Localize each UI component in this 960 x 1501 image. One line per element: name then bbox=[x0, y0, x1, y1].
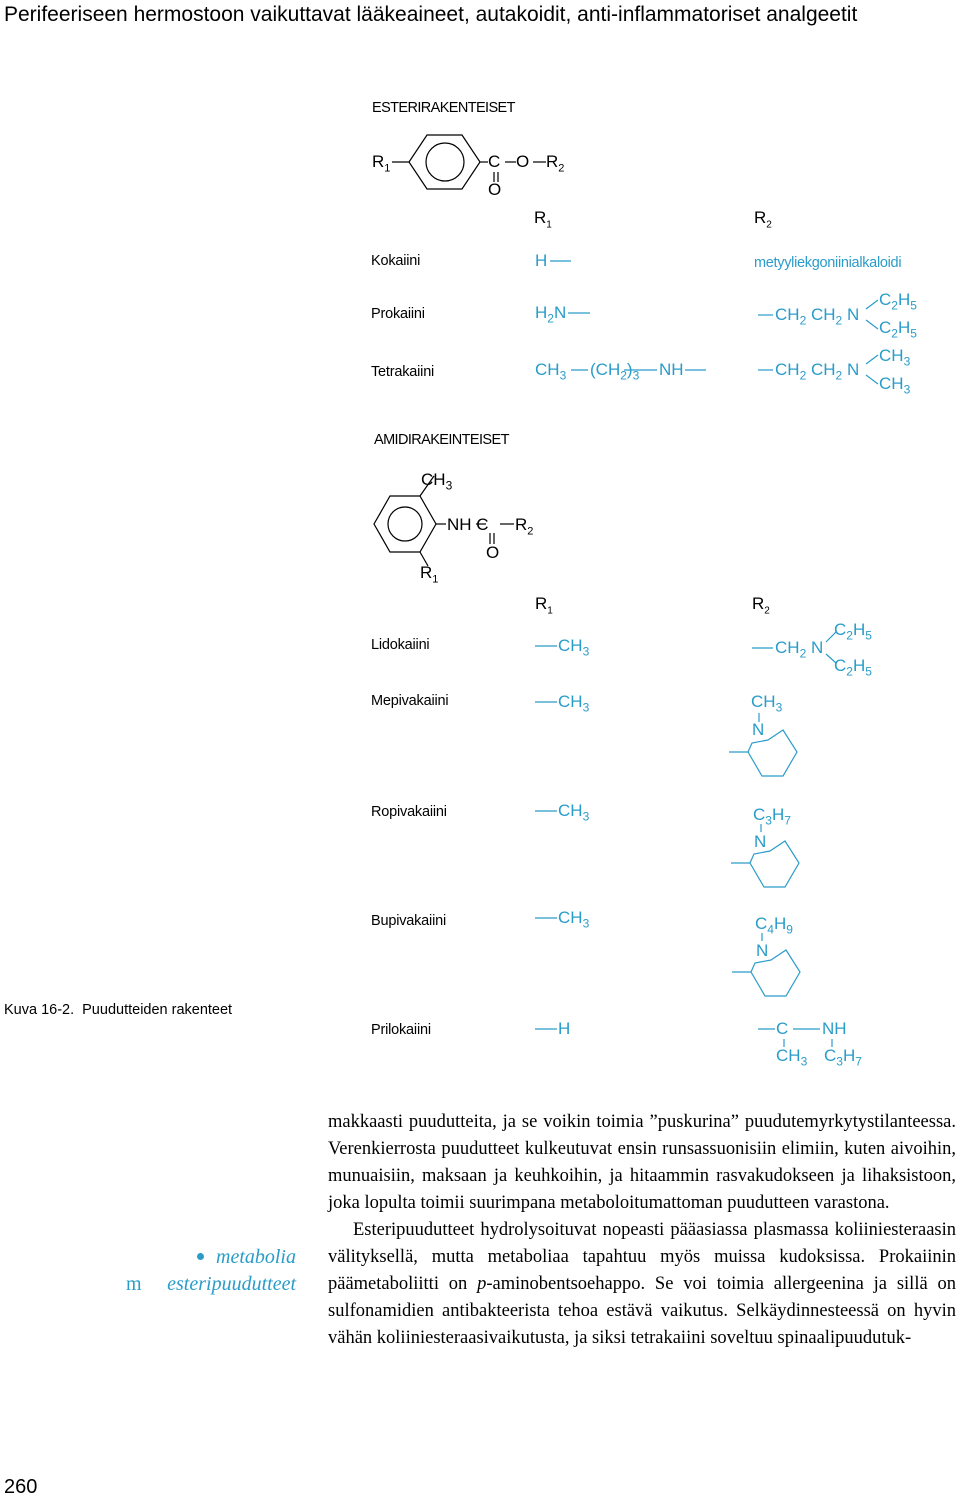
lidokaiini-r2-chain: $CH_2$ N bbox=[775, 638, 824, 661]
prokaiini-r2-ethyl-b: $C_2H_5$ bbox=[879, 318, 917, 341]
margin-note-line1: metabolia bbox=[216, 1246, 296, 1268]
tetrakaiini-r1-nh: NH bbox=[659, 360, 684, 379]
caption-text: Puudutteiden rakenteet bbox=[82, 1002, 233, 1018]
ester-r1-label: $R_1$ bbox=[372, 152, 391, 175]
paragraph-2-part-a: Esteripuudutteet hydrolysoituvat nopeasti pääasiassa plasmassa koliiniesteraasin välityksellä, mutta metaboliaa tapahtuu myös muissa kudoksissa. Prokaiinin päämetaboliitti on bbox=[328, 1220, 956, 1294]
amide-heading: AMIDIRAKEINTEISET bbox=[374, 432, 509, 448]
tetrakaiini-r2-chain: $CH_2$ $CH_2$ N bbox=[775, 360, 860, 383]
tetrakaiini-r2-methyl-a: $CH_3$ bbox=[879, 346, 911, 369]
ropivakaiini-r2-n: N bbox=[754, 832, 767, 851]
drug-name-mepivakaiini: Mepivakaiini bbox=[371, 693, 449, 709]
margin-marker-icon: m bbox=[126, 1273, 142, 1295]
drug-name-bupivakaiini: Bupivakaiini bbox=[371, 913, 446, 929]
drug-name-kokaiini: Kokaiini bbox=[371, 253, 421, 269]
ester-carbonyl-c: C bbox=[488, 152, 501, 171]
col-r1-ester: $R_1$ bbox=[534, 208, 552, 231]
drug-name-tetrakaiini: Tetrakaiini bbox=[371, 364, 435, 380]
lidokaiini-r1: $CH_3$ bbox=[558, 636, 590, 659]
prokaiini-r2-chain: $CH_2$ $CH_2$ N bbox=[775, 305, 860, 328]
prilokaiini-r2-nh: NH bbox=[822, 1019, 847, 1038]
figure-caption bbox=[4, 1002, 232, 1018]
ester-heading: ESTERIRAKENTEISET bbox=[372, 100, 515, 116]
page-number: 260 bbox=[4, 1476, 38, 1498]
bupivakaiini-r1: $CH_3$ bbox=[558, 908, 590, 931]
caption-label: Kuva 16-2. bbox=[4, 1002, 75, 1018]
tetrakaiini-r1-ch2n: $(CH_2)_3$ bbox=[590, 360, 640, 383]
ropivakaiini-r2-propyl: $C_3H_7$ bbox=[753, 805, 791, 828]
paragraph-1: makkaasti puudutteita, ja se voikin toimia ”puskurina” puudutemyrkytystilanteessa. Verenkierrosta puudutteet kulkeutuvat ensin runsassuonisiin elimiin, kuten aivoihin, munuaisiin, maksaan ja keuhkoihin, ja hitaammin rasvakudokseen ja lihaksistoon, joka lopulta toimii suurimpana metaboloitumattoman puudutteen varastona. bbox=[328, 1112, 956, 1213]
prilokaiini-r1: H bbox=[558, 1019, 571, 1038]
lidokaiini-r2-ethyl-a: $C_2H_5$ bbox=[834, 620, 872, 643]
mepivakaiini-r1: $CH_3$ bbox=[558, 692, 590, 715]
ropivakaiini-r1: $CH_3$ bbox=[558, 801, 590, 824]
drug-name-ropivakaiini: Ropivakaiini bbox=[371, 804, 447, 820]
prokaiini-r2-ethyl-a: $C_2H_5$ bbox=[879, 290, 917, 313]
prilokaiini-r2-ch3: $CH_3$ bbox=[776, 1046, 808, 1069]
paragraph-2-italic: p bbox=[477, 1274, 487, 1294]
drug-name-prilokaiini: Prilokaiini bbox=[371, 1022, 431, 1038]
amide-r1-label: $R_1$ bbox=[420, 563, 439, 586]
amide-r2-label: $R_2$ bbox=[515, 515, 534, 538]
col-r2-amide: $R_2$ bbox=[752, 594, 770, 617]
lidokaiini-r2-ethyl-b: $C_2H_5$ bbox=[834, 656, 872, 679]
prilokaiini-r2-c: C bbox=[776, 1019, 789, 1038]
bullet-icon bbox=[197, 1253, 204, 1260]
kokaiini-r2: metyyliekgoniinialkaloidi bbox=[754, 255, 902, 271]
tetrakaiini-r1-ch3: $CH_3$ bbox=[535, 360, 567, 383]
ester-oxygen: O bbox=[516, 152, 530, 171]
amide-ch3: $CH_3$ bbox=[421, 470, 453, 493]
col-r2-ester: $R_2$ bbox=[754, 208, 772, 231]
paragraph-2-part-c: -aminobentsoehappo. Se voi toimia allergeenina ja sillä on sulfonamidien antibakteerista tehoa estävä vaikutus. Selkäydinnesteessä on hyvin vähän koliiniesteraasivaikutusta, ja siksi tetrakaiini soveltuu spinaalipuudutuk- bbox=[328, 1274, 956, 1348]
paragraph-2 bbox=[328, 1217, 956, 1352]
amide-carbonyl-o: O bbox=[486, 543, 500, 562]
bupivakaiini-r2-n: N bbox=[756, 941, 769, 960]
amide-nh-c: NH C bbox=[447, 515, 489, 534]
body-text bbox=[328, 1109, 956, 1352]
drug-name-lidokaiini: Lidokaiini bbox=[371, 637, 430, 653]
kokaiini-r1: H bbox=[535, 251, 548, 270]
mepivakaiini-r2-ch3: $CH_3$ bbox=[751, 692, 783, 715]
margin-note-line2: esteripuudutteet bbox=[167, 1273, 296, 1295]
bupivakaiini-r2-butyl: $C_4H_9$ bbox=[755, 914, 793, 937]
drug-name-prokaiini: Prokaiini bbox=[371, 306, 425, 322]
page-header-title: Perifeeriseen hermostoon vaikuttavat lääkeaineet, autakoidit, anti-inflammatoriset analgeetit bbox=[4, 3, 858, 26]
mepivakaiini-r2-n: N bbox=[752, 720, 765, 739]
prilokaiini-r2-propyl: $C_3H_7$ bbox=[824, 1046, 862, 1069]
margin-note bbox=[128, 1244, 296, 1298]
prilokaiini-bonds bbox=[758, 1029, 832, 1047]
ester-r2-label: $R_2$ bbox=[546, 152, 565, 175]
prokaiini-r1: $H_2N$ bbox=[535, 303, 567, 326]
ester-carbonyl-o: O bbox=[488, 180, 502, 199]
tetrakaiini-r2-methyl-b: $CH_3$ bbox=[879, 374, 911, 397]
col-r1-amide: $R_1$ bbox=[535, 594, 553, 617]
